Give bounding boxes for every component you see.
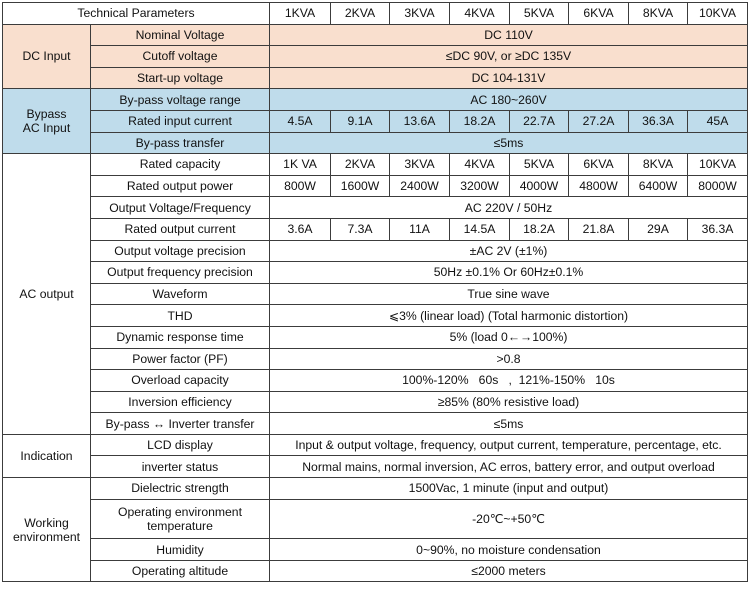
row-label: THD <box>91 305 270 327</box>
overload-capacity-row <box>3 370 748 392</box>
value-cell: 3200W <box>450 175 510 197</box>
value-cell: 3KVA <box>390 154 450 176</box>
output-voltage-precision-row <box>3 240 748 262</box>
value-cell: 36.3A <box>629 110 688 132</box>
model-header: 4KVA <box>450 3 510 25</box>
inversion-efficiency-row <box>3 391 748 413</box>
row-value: ≤DC 90V, or ≥DC 135V <box>270 46 748 68</box>
row-label: Rated output power <box>91 175 270 197</box>
row-value: DC 110V <box>270 24 748 46</box>
bypass-group-line2: AC Input <box>22 121 71 136</box>
model-header: 6KVA <box>569 3 629 25</box>
technical-parameters-table <box>2 2 748 582</box>
rated-output-current-row <box>3 218 748 240</box>
row-label: Humidity <box>91 539 270 561</box>
value-cell: 5KVA <box>510 154 569 176</box>
value-cell: 3.6A <box>270 218 331 240</box>
row-label: Rated capacity <box>91 154 270 176</box>
value-cell: 8000W <box>688 175 748 197</box>
row-label: Rated output current <box>91 218 270 240</box>
row-value: 50Hz ±0.1% Or 60Hz±0.1% <box>270 262 748 284</box>
row-value: ≥85% (80% resistive load) <box>270 391 748 413</box>
value-cell: 2400W <box>390 175 450 197</box>
waveform-row <box>3 283 748 305</box>
value-cell: 4800W <box>569 175 629 197</box>
indication-group-label: Indication <box>3 434 91 477</box>
row-value: 1500Vac, 1 minute (input and output) <box>270 478 748 500</box>
row-value: AC 180~260V <box>270 89 748 111</box>
lcd-display-row <box>3 434 748 456</box>
dc-cutoff-voltage-row <box>3 46 748 68</box>
row-label: inverter status <box>91 456 270 478</box>
row-value: AC 220V / 50Hz <box>270 197 748 219</box>
value-cell: 4KVA <box>450 154 510 176</box>
model-header: 10KVA <box>688 3 748 25</box>
row-value: DC 104-131V <box>270 67 748 89</box>
row-label: Nominal Voltage <box>91 24 270 46</box>
value-cell: 9.1A <box>331 110 390 132</box>
row-value: ⩽3% (linear load) (Total harmonic distortion) <box>270 305 748 327</box>
value-cell: 1K VA <box>270 154 331 176</box>
output-voltage-frequency-row <box>3 197 748 219</box>
dc-startup-voltage-row <box>3 67 748 89</box>
value-cell: 22.7A <box>510 110 569 132</box>
value-cell: 21.8A <box>569 218 629 240</box>
header-label: Technical Parameters <box>3 3 270 25</box>
row-value: Normal mains, normal inversion, AC erros, battery error, and output overload <box>270 456 748 478</box>
row-label: Output voltage precision <box>91 240 270 262</box>
row-label: Output Voltage/Frequency <box>91 197 270 219</box>
row-label: Overload capacity <box>91 370 270 392</box>
row-label: Waveform <box>91 283 270 305</box>
row-label: Dielectric strength <box>91 478 270 500</box>
row-label: Inversion efficiency <box>91 391 270 413</box>
value-cell: 13.6A <box>390 110 450 132</box>
dynamic-response-time-row <box>3 326 748 348</box>
row-value: 100%-120% 60s , 121%-150% 10s <box>270 370 748 392</box>
row-value: 5% (load 0←→100%) <box>270 326 748 348</box>
row-label: By-pass ↔ Inverter transfer <box>91 413 270 435</box>
model-header: 3KVA <box>390 3 450 25</box>
value-cell: 27.2A <box>569 110 629 132</box>
row-value: ≤5ms <box>270 132 748 154</box>
dc-input-group-label: DC Input <box>3 24 91 89</box>
value-cell: 4.5A <box>270 110 331 132</box>
value-cell: 2KVA <box>331 154 390 176</box>
row-label: Cutoff voltage <box>91 46 270 68</box>
value-cell: 14.5A <box>450 218 510 240</box>
humidity-row <box>3 539 748 561</box>
row-label: Start-up voltage <box>91 67 270 89</box>
bypass-group-line1: Bypass <box>26 107 67 122</box>
value-cell: 18.2A <box>450 110 510 132</box>
value-cell: 45A <box>688 110 748 132</box>
bypass-inverter-transfer-row <box>3 413 748 435</box>
value-cell: 29A <box>629 218 688 240</box>
value-cell: 800W <box>270 175 331 197</box>
row-value: Input & output voltage, frequency, output current, temperature, percentage, etc. <box>270 434 748 456</box>
value-cell: 36.3A <box>688 218 748 240</box>
thd-row <box>3 305 748 327</box>
row-value: 0~90%, no moisture condensation <box>270 539 748 561</box>
value-cell: 1600W <box>331 175 390 197</box>
dc-nominal-voltage-row <box>3 24 748 46</box>
value-cell: 11A <box>390 218 450 240</box>
bypass-rated-input-current-row <box>3 110 748 132</box>
model-header: 5KVA <box>510 3 569 25</box>
header-row <box>3 3 748 25</box>
value-cell: 4000W <box>510 175 569 197</box>
power-factor-row <box>3 348 748 370</box>
value-cell: 6400W <box>629 175 688 197</box>
row-value: ±AC 2V (±1%) <box>270 240 748 262</box>
row-label: Rated input current <box>91 110 270 132</box>
operating-temperature-row <box>3 499 748 539</box>
working-group-line2: environment <box>12 529 81 544</box>
dielectric-strength-row <box>3 478 748 500</box>
row-label: By-pass voltage range <box>91 89 270 111</box>
row-value: ≤2000 meters <box>270 560 748 582</box>
rated-capacity-row <box>3 154 748 176</box>
row-label: LCD display <box>91 434 270 456</box>
row-label: Output frequency precision <box>91 262 270 284</box>
label-line1: Operating environment <box>118 504 242 519</box>
row-label: Dynamic response time <box>91 326 270 348</box>
working-group-line1: Working <box>24 515 69 530</box>
row-value: >0.8 <box>270 348 748 370</box>
operating-altitude-row <box>3 560 748 582</box>
model-header: 1KVA <box>270 3 331 25</box>
row-value: ≤5ms <box>270 413 748 435</box>
row-label: By-pass transfer <box>91 132 270 154</box>
bypass-voltage-range-row <box>3 89 748 111</box>
row-label: Power factor (PF) <box>91 348 270 370</box>
row-value: True sine wave <box>270 283 748 305</box>
model-header: 2KVA <box>331 3 390 25</box>
label-line2: temperature <box>147 518 213 533</box>
bypass-group-label <box>3 89 91 154</box>
value-cell: 7.3A <box>331 218 390 240</box>
row-label <box>91 499 270 539</box>
value-cell: 18.2A <box>510 218 569 240</box>
working-environment-group-label <box>3 478 91 582</box>
ac-output-group-label: AC output <box>3 154 91 435</box>
output-frequency-precision-row <box>3 262 748 284</box>
value-cell: 8KVA <box>629 154 688 176</box>
value-cell: 10KVA <box>688 154 748 176</box>
bypass-transfer-row <box>3 132 748 154</box>
rated-output-power-row <box>3 175 748 197</box>
value-cell: 6KVA <box>569 154 629 176</box>
model-header: 8KVA <box>629 3 688 25</box>
row-label: Operating altitude <box>91 560 270 582</box>
row-value: -20℃~+50℃ <box>270 499 748 539</box>
inverter-status-row <box>3 456 748 478</box>
